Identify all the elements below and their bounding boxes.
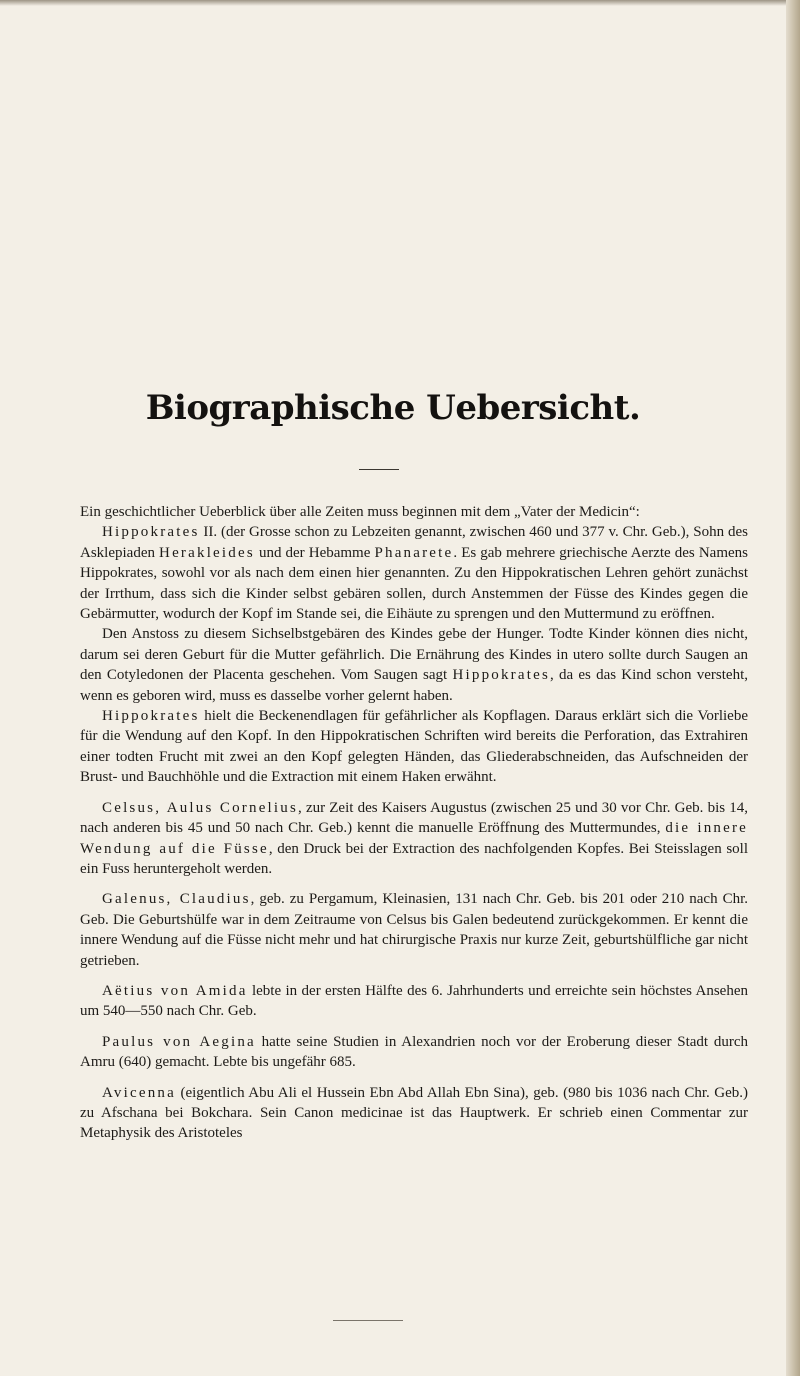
- page-top-shadow: [0, 0, 800, 6]
- person-name: Hippokrates: [452, 667, 550, 684]
- paragraph-text: und der Hebamme: [254, 544, 375, 561]
- paragraph-aetius: [80, 981, 748, 1022]
- person-name: Herakleides: [159, 544, 255, 561]
- paragraph-text: Den Anstoss zu diesem Sichselbstgebären des Kindes gebe der Hunger. Todte Kinder können dies nicht, darum sei deren Geburt für die Mutter gefährlich. Die Ernährung des Kindes in utero sollte durch Saugen an den Cotyledonen der Placenta geschehen. Vom Saugen sagt: [80, 626, 748, 684]
- person-name: Paulus von Aegina: [102, 1033, 256, 1050]
- paragraph-text: , zur Zeit des Kaisers Augustus (zwischen 25 und 30 vor Chr. Geb. bis 14, nach anderen bis 45 und 50 nach Chr. Geb.) kennt die manuelle Eröffnung des Muttermundes,: [80, 799, 748, 837]
- person-name: Avicenna: [102, 1084, 176, 1101]
- paragraph-paulus: [80, 1032, 748, 1073]
- person-name: Celsus, Aulus Cornelius: [102, 799, 299, 816]
- person-name: Hippokrates: [102, 708, 200, 725]
- paragraph-text: . Es gab mehrere griechische Aerzte des Namens Hippokrates, sowohl vor als nach dem einen hier genannten. Zu den Hippokratischen Lehren gehört zunächst der Irrthum, dass sich die Kinder selbst gebären sollen, durch Anstemmen der Füsse des Kindes gegen die Gebärmutter, wodurch der Kopf im Stande sei, die Eihäute zu sprengen und den Muttermund zu eröffnen.: [80, 544, 748, 623]
- paragraph-text: hatte seine Studien in Alexandrien noch vor der Eroberung dieser Stadt durch Amru (640) gemacht. Lebte bis ungefähr 685.: [80, 1033, 748, 1071]
- title-divider: [359, 469, 399, 470]
- paragraph-hippokrates: [80, 522, 748, 624]
- paragraph-intro: Ein geschichtlicher Ueberblick über alle Zeiten muss beginnen mit dem „Vater der Medicin“:: [80, 504, 640, 520]
- person-name: Hippokrates: [102, 524, 200, 541]
- paragraph-beckenendlagen: [80, 706, 748, 788]
- person-name: Aëtius von Amida: [102, 982, 248, 999]
- paragraph-galenus: [80, 889, 748, 971]
- emphasis-text: die innere Wendung auf die Füsse: [80, 820, 749, 857]
- paragraph-text: lebte in der ersten Hälfte des 6. Jahrhunderts und erreichte sein höchstes Ansehen um 540—550 nach Chr. Geb.: [80, 982, 748, 1020]
- paragraph-celsus: [80, 798, 748, 880]
- paragraph-text: hielt die Beckenendlagen für gefährlicher als Kopflagen. Daraus erklärt sich die Vorliebe für die Wendung auf den Kopf. In den Hippokratischen Schriften wird bereits die Perforation, das Extrahiren einer todten Frucht mit zwei an den Kopf gelegten Händen, das Gliederabschneiden, das Aufschneiden der Brust- und Bauchhöhle und die Extraction mit einem Haken erwähnt.: [80, 708, 748, 786]
- body-text: [80, 502, 748, 1144]
- page-edge: [786, 0, 800, 1376]
- paragraph-text: , da es das Kind schon versteht, wenn es geboren wird, muss es dasselbe vorher gelernt haben.: [80, 667, 748, 704]
- page-title: Biographische Uebersicht.: [145, 388, 641, 428]
- paragraph-text: II. (der Grosse schon zu Lebzeiten genannt, zwischen 460 und 377 v. Chr. Geb.), Sohn des Asklepiaden: [80, 524, 748, 561]
- paragraph-avicenna: [80, 1083, 748, 1144]
- person-name: Galenus, Claudius: [102, 891, 251, 908]
- paragraph-anstoss: [80, 624, 748, 706]
- footer-divider: [333, 1320, 403, 1321]
- person-name: Phanarete: [374, 544, 454, 561]
- paragraph-text: , den Druck bei der Extraction des nachfolgenden Kopfes. Bei Steisslagen soll ein Fuss heruntergeholt werden.: [80, 840, 748, 877]
- paragraph-text: (eigentlich Abu Ali el Hussein Ebn Abd Allah Ebn Sina), geb. (980 bis 1036 nach Chr. Geb.) zu Afschana bei Bokchara. Sein Canon medicinae ist das Hauptwerk. Er schrieb einen Commentar zur Metaphysik des Aristoteles: [80, 1084, 748, 1142]
- paragraph-text: , geb. zu Pergamum, Kleinasien, 131 nach Chr. Geb. bis 201 oder 210 nach Chr. Geb. Die Geburtshülfe war in dem Zeitraume von Celsus bis Galen bedeutend zurückgekommen. Er kennt die innere Wendung auf die Füsse nicht mehr und hat chirurgische Praxis nur kurze Zeit, geburtshülfliche gar nicht getrieben.: [80, 891, 748, 969]
